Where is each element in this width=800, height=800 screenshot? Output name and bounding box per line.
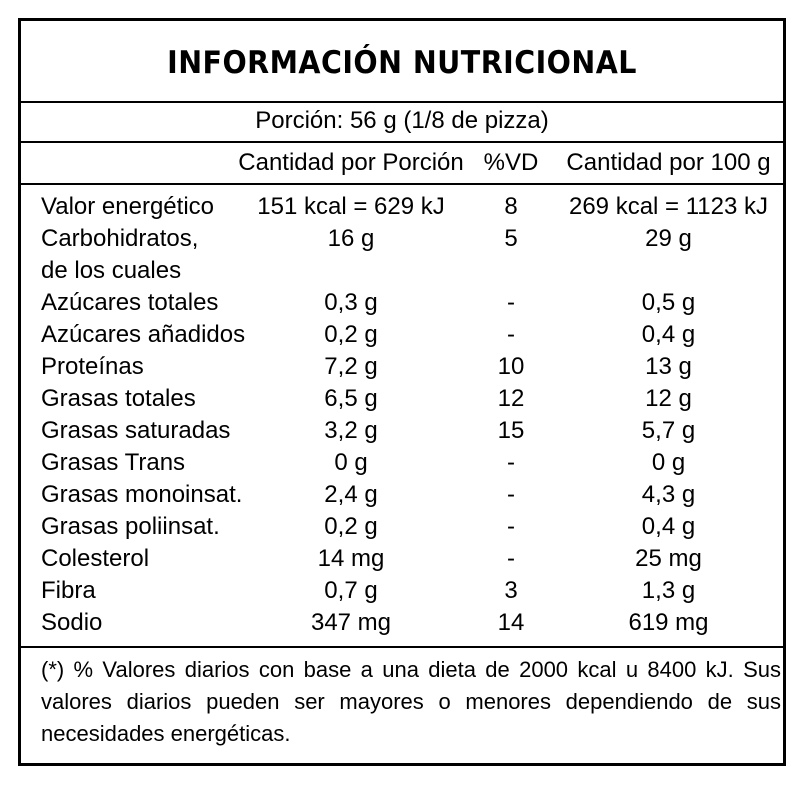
- nutrient-portion-value: 14 mg: [317, 545, 385, 572]
- nutrient-name: Fibra: [41, 577, 96, 604]
- divider-footnote: [21, 646, 783, 648]
- nutrient-portion-value: 7,2 g: [324, 353, 378, 380]
- nutrient-portion-value: 16 g: [327, 225, 375, 252]
- nutrient-vd-value: -: [507, 481, 515, 508]
- nutrient-portion-value: 0 g: [334, 449, 368, 476]
- nutrient-per100-value: 25 mg: [635, 545, 702, 572]
- nutrient-per100-value: 0,5 g: [641, 289, 696, 316]
- column-headers: [21, 143, 783, 183]
- nutrient-vd-value: -: [507, 449, 515, 476]
- nutrient-name: Grasas monoinsat.: [41, 481, 243, 508]
- nutrient-vd-value: 14: [497, 609, 525, 636]
- table-row: [21, 255, 783, 287]
- table-row: [21, 223, 783, 255]
- nutrient-name: Colesterol: [41, 545, 150, 572]
- nutrient-portion-value: 0,7 g: [324, 577, 378, 604]
- footnote: (*) % Valores diarios con base a una dieta de 2000 kcal u 8400 kJ. Sus valores diarios pueden ser mayores o menores dependiendo de sus necesidades energéticas.: [41, 657, 781, 746]
- nutrient-name: Proteínas: [41, 353, 144, 380]
- nutrient-portion-value: 151 kcal = 629 kJ: [257, 193, 445, 220]
- nutrient-vd-value: -: [507, 545, 515, 572]
- nutrient-vd-value: 12: [497, 385, 525, 412]
- portion-size: Porción: 56 g (1/8 de pizza): [255, 107, 549, 134]
- label-title: INFORMACIÓN NUTRICIONAL: [167, 45, 637, 81]
- table-row: [21, 447, 783, 479]
- nutrient-name: Azúcares añadidos: [41, 321, 246, 348]
- nutrient-name: Carbohidratos,: [41, 225, 199, 252]
- nutrient-portion-value: 347 mg: [310, 609, 392, 636]
- nutrient-per100-value: 5,7 g: [641, 417, 696, 444]
- nutrient-portion-value: 6,5 g: [324, 385, 378, 412]
- table-row: [21, 351, 783, 383]
- nutrient-vd-value: 3: [504, 577, 518, 604]
- nutrient-vd-value: 8: [504, 193, 518, 220]
- nutrient-name: Grasas poliinsat.: [41, 513, 220, 540]
- nutrient-vd-value: 15: [497, 417, 525, 444]
- nutrient-vd-value: 5: [504, 225, 518, 252]
- nutrient-per100-value: 4,3 g: [641, 481, 696, 508]
- table-row: [21, 607, 783, 639]
- table-row: [21, 383, 783, 415]
- table-row: [21, 191, 783, 223]
- nutrient-per100-value: 269 kcal = 1123 kJ: [568, 193, 769, 220]
- nutrient-name: Grasas saturadas: [41, 417, 231, 444]
- table-row: [21, 543, 783, 575]
- table-row: [21, 479, 783, 511]
- nutrient-vd-value: -: [507, 289, 515, 316]
- nutrient-vd-value: 10: [497, 353, 525, 380]
- nutrient-portion-value: 2,4 g: [324, 481, 378, 508]
- nutrient-rows: [21, 191, 783, 639]
- nutrient-name: Valor energético: [41, 193, 214, 220]
- table-row: [21, 319, 783, 351]
- nutrient-name: Azúcares totales: [41, 289, 219, 316]
- table-row: [21, 287, 783, 319]
- nutrient-per100-value: 0 g: [651, 449, 686, 476]
- nutrient-name: Sodio: [41, 609, 103, 636]
- nutrient-per100-value: 29 g: [645, 225, 692, 252]
- nutrient-vd-value: -: [507, 513, 515, 540]
- nutrient-portion-value: 0,2 g: [324, 513, 378, 540]
- nutrient-per100-value: 619 mg: [628, 609, 709, 636]
- header-vd: %VD: [483, 149, 539, 176]
- nutrient-name: Grasas totales: [41, 385, 196, 412]
- header-amount-per-portion: Cantidad por Porción: [238, 149, 464, 176]
- nutrient-per100-value: 1,3 g: [641, 577, 696, 604]
- table-row: [21, 511, 783, 543]
- nutrient-per100-value: 13 g: [645, 353, 692, 380]
- nutrient-per100-value: 0,4 g: [641, 513, 696, 540]
- header-amount-per-100g: Cantidad por 100 g: [566, 149, 771, 176]
- nutrient-per100-value: 12 g: [645, 385, 692, 412]
- nutrient-name: de los cuales: [41, 257, 182, 284]
- table-row: [21, 575, 783, 607]
- nutrition-label: [18, 18, 786, 766]
- nutrient-per100-value: 0,4 g: [641, 321, 696, 348]
- table-row: [21, 415, 783, 447]
- divider-headers: [21, 183, 783, 185]
- nutrient-vd-value: -: [507, 321, 515, 348]
- nutrient-name: Grasas Trans: [41, 449, 186, 476]
- nutrient-portion-value: 0,3 g: [324, 289, 378, 316]
- nutrient-portion-value: 0,2 g: [324, 321, 378, 348]
- nutrient-portion-value: 3,2 g: [324, 417, 378, 444]
